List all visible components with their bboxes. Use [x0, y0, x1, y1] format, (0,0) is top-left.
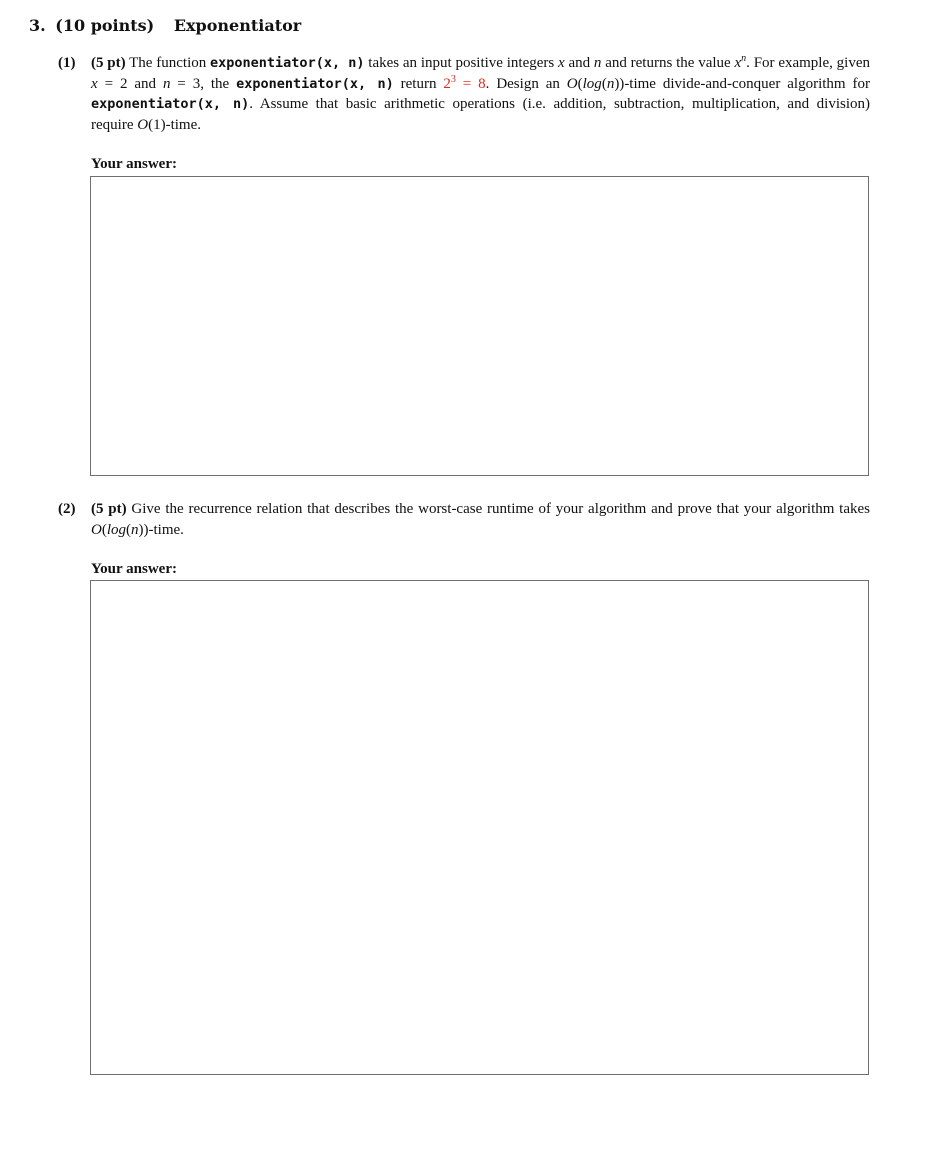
part-1-number: (1): [58, 55, 76, 71]
math-var: n: [606, 75, 615, 92]
math-var: n: [131, 521, 139, 538]
question-points: (10 points): [55, 16, 155, 35]
question-title: [29, 16, 301, 35]
text-run: return: [393, 75, 444, 92]
text-run: takes an input positive integers: [364, 55, 559, 71]
part-1-points: (5 pt): [91, 55, 126, 71]
math-var: n: [593, 55, 602, 71]
part-2-points: (5 pt): [91, 501, 127, 517]
answer-box-1[interactable]: [90, 176, 869, 476]
text-run: Give the recurrence relation that describes the worst-case runtime of your algorithm and prove that your algorithm takes: [126, 501, 871, 517]
example-exponent: 3: [450, 73, 456, 85]
text-run: )): [614, 75, 625, 92]
example-result: [443, 73, 486, 92]
math-var: log: [582, 75, 602, 92]
text-run: and: [564, 55, 594, 71]
part-1-text: [91, 53, 870, 135]
question-name: Exponentiator: [173, 16, 302, 35]
math-exponent: n: [741, 53, 747, 64]
text-run: = 3, the: [170, 75, 237, 92]
text-run: )): [138, 521, 149, 538]
math-var: x: [558, 55, 565, 71]
text-run: (: [577, 75, 583, 92]
math-var: x: [734, 55, 742, 71]
text-run: The function: [125, 55, 211, 71]
text-run: . For example, given: [746, 55, 870, 71]
part-2: [58, 499, 870, 540]
math-var: O: [91, 521, 102, 538]
function-name: exponentiator(x, n): [91, 96, 250, 112]
question-number: 3.: [29, 16, 46, 35]
text-run: (1): [148, 116, 166, 133]
text-run: (: [601, 75, 607, 92]
math-var: n: [162, 75, 171, 92]
function-name: exponentiator(x, n): [210, 55, 365, 71]
answer-label-1: Your answer:: [91, 156, 177, 172]
text-run: -time.: [148, 521, 184, 538]
example-value: = 8: [455, 75, 486, 92]
text-run: -time.: [165, 116, 201, 133]
text-run: -time divide-and-conquer algorithm for: [624, 75, 870, 92]
math-var: log: [106, 521, 127, 538]
answer-label-2: Your answer:: [91, 561, 177, 577]
text-run: and returns the value: [601, 55, 735, 71]
part-1: [58, 53, 870, 135]
part-2-number: (2): [58, 501, 76, 517]
text-run: (: [101, 521, 107, 538]
answer-box-2[interactable]: [90, 580, 869, 1075]
text-run: = 2 and: [97, 75, 163, 92]
function-name: exponentiator(x, n): [236, 75, 394, 92]
math-var: x: [91, 75, 98, 92]
math-var: O: [566, 75, 578, 92]
text-run: (: [126, 521, 132, 538]
text-run: . Assume that basic arithmetic operations (i.e. addition, subtraction, multiplication, and division) require: [91, 96, 870, 133]
math-var: O: [137, 116, 149, 133]
example-base: 2: [443, 75, 451, 92]
part-2-text: [91, 499, 870, 540]
text-run: . Design an: [485, 75, 567, 92]
